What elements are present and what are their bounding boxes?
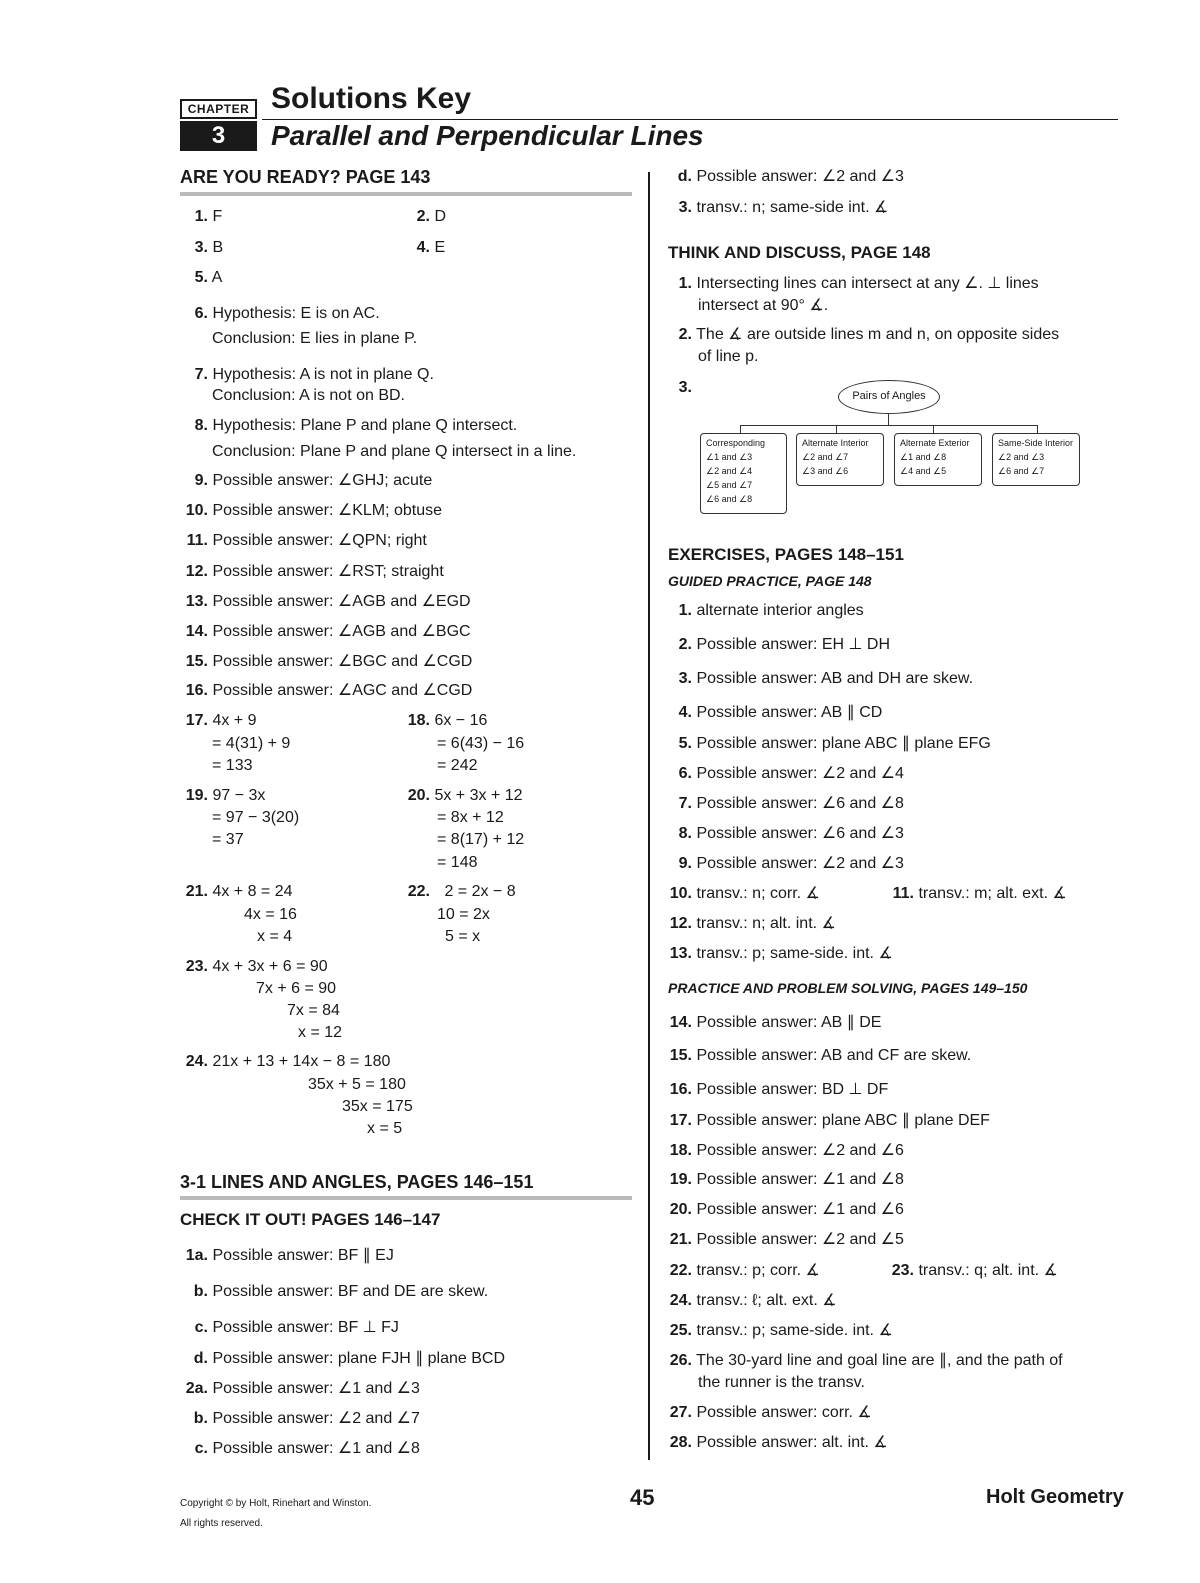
calc-step: x = 5 bbox=[367, 1120, 403, 1137]
calc-step: 35x = 175 bbox=[342, 1098, 413, 1115]
diagram-connector bbox=[836, 425, 837, 433]
section-heading-lines-and-angles: 3-1 LINES AND ANGLES, PAGES 146–151 bbox=[180, 1172, 534, 1192]
answer-item-continuation: intersect at 90° ∡. bbox=[698, 297, 829, 314]
page-number: 45 bbox=[630, 1485, 655, 1510]
calc-step: x = 4 bbox=[257, 928, 293, 945]
section-heading-are-you-ready: ARE YOU READY? PAGE 143 bbox=[180, 167, 431, 187]
diagram-box-title: Alternate Exterior bbox=[900, 438, 970, 448]
diagram-box-item: ∠2 and ∠3 bbox=[998, 452, 1045, 462]
answer-item: 3. B bbox=[194, 239, 224, 256]
diagram-box-alternate-exterior bbox=[894, 433, 982, 486]
answer-item: 3. transv.: n; same-side int. ∡ bbox=[678, 199, 889, 216]
answer-item: 9. Possible answer: ∠GHJ; acute bbox=[194, 472, 433, 489]
answer-item: 28. Possible answer: alt. int. ∡ bbox=[669, 1434, 888, 1451]
diagram-box-item: ∠5 and ∠7 bbox=[706, 480, 753, 490]
calc-step: x = 12 bbox=[298, 1024, 343, 1041]
answer-item: 3. bbox=[678, 379, 692, 396]
diagram-box-title: Alternate Interior bbox=[802, 438, 869, 448]
answer-item: 13. transv.: p; same-side. int. ∡ bbox=[669, 945, 893, 962]
calc-item: 23. 4x + 3x + 6 = 90 bbox=[185, 958, 328, 975]
calc-step: = 148 bbox=[437, 854, 478, 871]
calc-step: 4x = 16 bbox=[244, 906, 297, 923]
answer-item: 12. Possible answer: ∠RST; straight bbox=[185, 563, 444, 580]
section-rule bbox=[180, 192, 632, 196]
answer-item: 12. transv.: n; alt. int. ∡ bbox=[669, 915, 836, 932]
answer-item-continuation: Conclusion: A is not on BD. bbox=[212, 387, 405, 404]
calc-step: = 6(43) − 16 bbox=[437, 735, 525, 752]
diagram-connector bbox=[740, 425, 1037, 426]
calc-step: = 4(31) + 9 bbox=[212, 735, 291, 752]
answer-item-continuation: Conclusion: E lies in plane P. bbox=[212, 330, 418, 347]
answer-item: d. Possible answer: plane FJH ∥ plane BCD bbox=[193, 1350, 506, 1367]
answer-item: 22. transv.: p; corr. ∡ bbox=[669, 1262, 820, 1279]
answer-item: 14. Possible answer: ∠AGB and ∠BGC bbox=[185, 623, 471, 640]
diagram-connector bbox=[740, 425, 741, 433]
answer-item-continuation: the runner is the transv. bbox=[698, 1374, 865, 1391]
diagram-root: Pairs of Angles bbox=[838, 380, 940, 414]
book-title: Holt Geometry bbox=[986, 1486, 1124, 1508]
copyright-line: All rights reserved. bbox=[180, 1518, 263, 1529]
subheading-practice: PRACTICE AND PROBLEM SOLVING, PAGES 149–150 bbox=[668, 980, 1028, 996]
calc-step: = 242 bbox=[437, 757, 478, 774]
answer-item: 1. alternate interior angles bbox=[678, 602, 864, 619]
section-rule bbox=[180, 1196, 632, 1200]
answer-item: 4. E bbox=[416, 239, 446, 256]
diagram-box-item: ∠3 and ∠6 bbox=[802, 466, 849, 476]
answer-item: b. Possible answer: BF and DE are skew. bbox=[193, 1283, 489, 1300]
answer-item: 24. transv.: ℓ; alt. ext. ∡ bbox=[669, 1292, 837, 1309]
calc-step: 7x = 84 bbox=[287, 1002, 340, 1019]
answer-item: 6. Hypothesis: E is on AC. bbox=[194, 305, 380, 322]
answer-item: 27. Possible answer: corr. ∡ bbox=[669, 1404, 872, 1421]
diagram-box-item: ∠1 and ∠3 bbox=[706, 452, 753, 462]
diagram-connector bbox=[1037, 425, 1038, 433]
answer-item: 7. Hypothesis: A is not in plane Q. bbox=[194, 366, 434, 383]
answer-item-continuation: Conclusion: Plane P and plane Q intersect in a line. bbox=[212, 443, 577, 460]
copyright-line: Copyright © by Holt, Rinehart and Winston. bbox=[180, 1498, 372, 1509]
section-heading-exercises: EXERCISES, PAGES 148–151 bbox=[668, 545, 904, 564]
calc-step: 35x + 5 = 180 bbox=[308, 1076, 406, 1093]
page-title: Solutions Key bbox=[271, 82, 472, 115]
diagram-box-title: Corresponding bbox=[706, 438, 766, 448]
answer-item: 6. Possible answer: ∠2 and ∠4 bbox=[678, 765, 904, 782]
answer-item: 10. Possible answer: ∠KLM; obtuse bbox=[185, 502, 443, 519]
answer-item: 19. Possible answer: ∠1 and ∠8 bbox=[669, 1171, 904, 1188]
diagram-box-alternate-interior bbox=[796, 433, 884, 486]
diagram-box-item: ∠2 and ∠4 bbox=[706, 466, 753, 476]
chapter-label: CHAPTER bbox=[180, 99, 257, 119]
chapter-number: 3 bbox=[180, 121, 257, 151]
answer-item: 17. Possible answer: plane ABC ∥ plane DEF bbox=[669, 1112, 990, 1129]
answer-item: 1. F bbox=[194, 208, 223, 225]
diagram-box-item: ∠2 and ∠7 bbox=[802, 452, 849, 462]
diagram-box-item: ∠4 and ∠5 bbox=[900, 466, 947, 476]
answer-item: 8. Hypothesis: Plane P and plane Q intersect. bbox=[194, 417, 518, 434]
answer-item: 13. Possible answer: ∠AGB and ∠EGD bbox=[185, 593, 471, 610]
calc-step: = 133 bbox=[212, 757, 253, 774]
answer-item: 2. The ∡ are outside lines m and n, on opposite sides bbox=[678, 326, 1060, 343]
calc-step: = 37 bbox=[212, 831, 244, 848]
answer-item: 9. Possible answer: ∠2 and ∠3 bbox=[678, 855, 904, 872]
answer-item: 3. Possible answer: AB and DH are skew. bbox=[678, 670, 974, 687]
answer-item: 15. Possible answer: AB and CF are skew. bbox=[669, 1047, 972, 1064]
calc-step: 5 = x bbox=[445, 928, 481, 945]
answer-item: 2. D bbox=[416, 208, 447, 225]
answer-item: 23. transv.: q; alt. int. ∡ bbox=[891, 1262, 1058, 1279]
answer-item: 8. Possible answer: ∠6 and ∠3 bbox=[678, 825, 904, 842]
diagram-connector bbox=[933, 425, 934, 433]
answer-item: b. Possible answer: ∠2 and ∠7 bbox=[193, 1410, 420, 1427]
calc-item: 17. 4x + 9 bbox=[185, 712, 257, 729]
answer-item: 1. Intersecting lines can intersect at any ∠. ⊥ lines bbox=[678, 275, 1039, 292]
calc-step: = 97 − 3(20) bbox=[212, 809, 300, 826]
answer-item-continuation: of line p. bbox=[698, 348, 759, 365]
answer-item: d. Possible answer: ∠2 and ∠3 bbox=[677, 168, 904, 185]
answer-item: 11. transv.: m; alt. ext. ∡ bbox=[892, 885, 1067, 902]
answer-item: 7. Possible answer: ∠6 and ∠8 bbox=[678, 795, 904, 812]
answer-item: c. Possible answer: BF ⊥ FJ bbox=[194, 1319, 399, 1336]
calc-item: 19. 97 − 3x bbox=[185, 787, 266, 804]
answer-item: 21. Possible answer: ∠2 and ∠5 bbox=[669, 1231, 904, 1248]
section-heading-think-and-discuss: THINK AND DISCUSS, PAGE 148 bbox=[668, 243, 931, 262]
diagram-box-item: ∠1 and ∠8 bbox=[900, 452, 947, 462]
calc-item: 21. 4x + 8 = 24 bbox=[185, 883, 293, 900]
pairs-of-angles-diagram bbox=[700, 378, 1090, 518]
calc-step: = 8(17) + 12 bbox=[437, 831, 525, 848]
column-divider bbox=[648, 172, 650, 1460]
answer-item: 25. transv.: p; same-side. int. ∡ bbox=[669, 1322, 893, 1339]
diagram-box-corresponding bbox=[700, 433, 787, 514]
calc-item: 24. 21x + 13 + 14x − 8 = 180 bbox=[185, 1053, 391, 1070]
diagram-box-item: ∠6 and ∠8 bbox=[706, 494, 753, 504]
calc-step: = 8x + 12 bbox=[437, 809, 504, 826]
answer-item: 20. Possible answer: ∠1 and ∠6 bbox=[669, 1201, 904, 1218]
answer-item: 26. The 30-yard line and goal line are ∥, and the path of bbox=[669, 1352, 1063, 1369]
answer-item: 1a. Possible answer: BF ∥ EJ bbox=[185, 1247, 394, 1264]
diagram-box-item: ∠6 and ∠7 bbox=[998, 466, 1045, 476]
subheading-check-it-out: CHECK IT OUT! PAGES 146–147 bbox=[180, 1210, 441, 1229]
answer-item: 2a. Possible answer: ∠1 and ∠3 bbox=[185, 1380, 420, 1397]
answer-item: 18. Possible answer: ∠2 and ∠6 bbox=[669, 1142, 904, 1159]
answer-item: 5. A bbox=[194, 269, 223, 286]
diagram-box-title: Same-Side Interior bbox=[998, 438, 1074, 448]
answer-item: 2. Possible answer: EH ⊥ DH bbox=[678, 636, 891, 653]
answer-item: c. Possible answer: ∠1 and ∠8 bbox=[194, 1440, 420, 1457]
calc-item: 20. 5x + 3x + 12 bbox=[407, 787, 523, 804]
answer-item: 5. Possible answer: plane ABC ∥ plane EFG bbox=[678, 735, 991, 752]
page-subtitle: Parallel and Perpendicular Lines bbox=[271, 120, 704, 151]
answer-item: 15. Possible answer: ∠BGC and ∠CGD bbox=[185, 653, 473, 670]
diagram-box-same-side-interior bbox=[992, 433, 1080, 486]
answer-item: 10. transv.: n; corr. ∡ bbox=[669, 885, 820, 902]
answer-item: 4. Possible answer: AB ∥ CD bbox=[678, 704, 883, 721]
calc-item: 18. 6x − 16 bbox=[407, 712, 488, 729]
calc-step: 10 = 2x bbox=[437, 906, 490, 923]
footer-copyright bbox=[180, 1494, 371, 1534]
answer-item: 11. Possible answer: ∠QPN; right bbox=[186, 532, 427, 549]
answer-item: 16. Possible answer: ∠AGC and ∠CGD bbox=[185, 682, 473, 699]
answer-item: 14. Possible answer: AB ∥ DE bbox=[669, 1014, 882, 1031]
subheading-guided-practice: GUIDED PRACTICE, PAGE 148 bbox=[668, 573, 872, 589]
calc-item: 22. 2 = 2x − 8 bbox=[407, 883, 516, 900]
answer-item: 16. Possible answer: BD ⊥ DF bbox=[669, 1081, 889, 1098]
calc-step: 7x + 6 = 90 bbox=[256, 980, 337, 997]
